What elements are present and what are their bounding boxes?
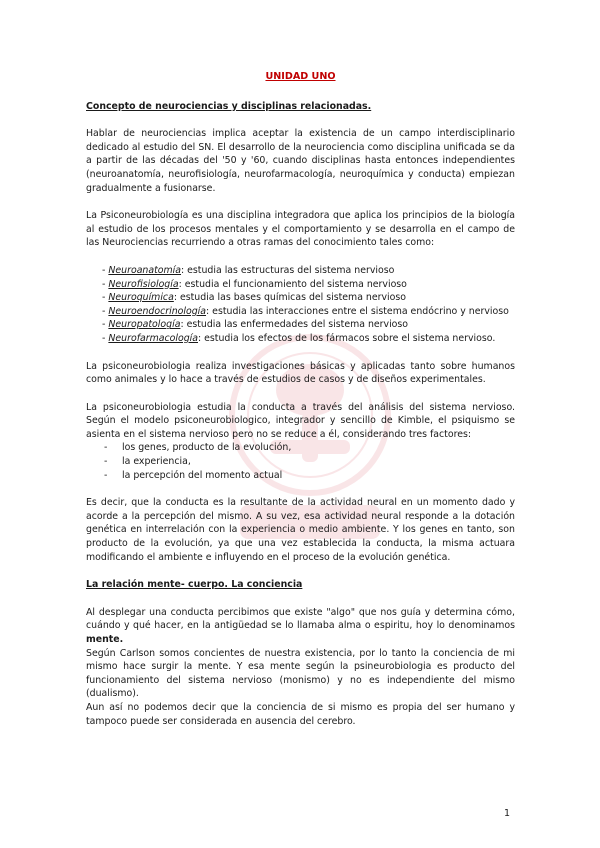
list-item: - Neurofisiología: estudia el funcionamiento del sistema nervioso — [102, 278, 407, 290]
branch-desc: : estudia las estructuras del sistema nervioso — [181, 264, 395, 276]
paragraph-intro: Hablar de neurociencias implica aceptar la existencia de un campo interdisciplinario dedicado al estudio del SN. El desarrollo de la neurociencia como disciplina unificada se da a partir de las décadas del '50 y '60, cuando disciplinas hasta entonces independientes (neuroanatomía, neurofisiología, neurofarmacología, neuroquímica y conducta) empiezan gradualmente a fusionarse. — [86, 128, 515, 194]
page-number: 1 — [504, 808, 511, 819]
branch-term: Neuroquímica — [108, 292, 174, 304]
paragraph-kimble-model: La psiconeurobiologia estudia la conducta a través del análisis del sistema nervioso. Según el modelo psiconeurobiologico, integrador y sencillo de Kimble, el psiquismo se asienta en el sistema nervioso pero no se reduce a él, considerando tres factores: — [86, 401, 515, 440]
factor-text: la experiencia, — [122, 456, 191, 468]
list-item: - la experiencia, — [104, 456, 191, 468]
branch-term: Neuropatología — [108, 319, 181, 331]
section-heading-mente-cuerpo: La relación mente- cuerpo. La conciencia — [86, 579, 303, 591]
paragraph-conducta: Es decir, que la conducta es la resultante de la actividad neural en un momento dado y acorde a la percepción del mismo. A su vez, esa actividad neural responde a la dotación genética en interrelación con la experiencia o medio ambiente. Y los genes en tanto, son producto de la evolución, ya que una vez establecida la conducta, la misma actuara modificando el ambiente e influyendo en el proceso de la evolución genética. — [86, 497, 515, 563]
branch-desc: : estudia las enfermedades del sistema nervioso — [180, 319, 409, 331]
list-item: - Neuropatología: estudia las enfermedades del sistema nervioso — [102, 319, 409, 331]
paragraph-mente — [86, 606, 515, 647]
factor-text: los genes, producto de la evolución, — [122, 442, 292, 454]
branch-desc: : estudia las bases químicas del sistema nervioso — [173, 292, 406, 304]
paragraph-mente-text: Al desplegar una conducta percibimos que existe "algo" que nos guía y determina cómo, cuándo y qué hacer, en la antigüedad se lo llamaba alma o espiritu, hoy lo denominamos — [86, 606, 515, 632]
list-item: - Neuroquímica: estudia las bases químicas del sistema nervioso — [102, 292, 406, 304]
branch-term: Neurofarmacología — [108, 332, 198, 344]
branches-list — [86, 264, 515, 346]
list-item: - Neurofarmacología: estudia los efectos de los fármacos sobre el sistema nervioso. — [102, 332, 496, 344]
factors-list — [86, 441, 515, 482]
section-heading-neurociencias: Concepto de neurociencias y disciplinas relacionadas. — [86, 100, 372, 112]
branch-desc: : estudia el funcionamiento del sistema nervioso — [178, 278, 407, 290]
branch-desc: : estudia los efectos de los fármacos sobre el sistema nervioso. — [198, 332, 496, 344]
list-item: - los genes, producto de la evolución, — [104, 442, 292, 454]
factor-text: la percepción del momento actual — [122, 469, 283, 481]
paragraph-conciencia: Aun así no podemos decir que la conciencia de si mismo es propia del ser humano y tampoco puede ser considerada en ausencia del cerebro. — [86, 701, 515, 727]
unit-title: UNIDAD UNO — [265, 71, 336, 82]
paragraph-psiconeurobiologia: La Psiconeurobiología es una disciplina integradora que aplica los principios de la biología al estudio de los procesos mentales y el comportamiento y se desarrolla en el campo de las Neurociencias recurriendo a otras ramas del conocimiento tales como: — [86, 210, 515, 249]
branch-desc: : estudia las interacciones entre el sistema endócrino y nervioso — [206, 305, 509, 317]
paragraph-carlson: Según Carlson somos concientes de nuestra existencia, por lo tanto la conciencia de mi mismo hace surgir la mente. Y esa mente según la psineurobiologia es producto del funcionamiento del sistema nervioso (monismo) y no es independiente del mismo (dualismo). — [86, 647, 515, 700]
branch-term: Neuroendocrinología — [108, 305, 207, 317]
document-body — [86, 70, 515, 742]
bold-term-mente: mente. — [86, 634, 124, 645]
branch-term: Neuroanatomía — [108, 264, 182, 276]
list-item: - la percepción del momento actual — [104, 469, 283, 481]
list-item: - Neuroanatomía: estudia las estructuras del sistema nervioso — [102, 264, 395, 276]
paragraph-investigaciones: La psiconeurobiologia realiza investigaciones básicas y aplicadas tanto sobre humanos como animales y lo hace a través de estudios de casos y de diseños experimentales. — [86, 360, 515, 386]
branch-term: Neurofisiología — [108, 278, 179, 290]
list-item: - Neuroendocrinología: estudia las interacciones entre el sistema endócrino y nervioso — [102, 305, 509, 317]
